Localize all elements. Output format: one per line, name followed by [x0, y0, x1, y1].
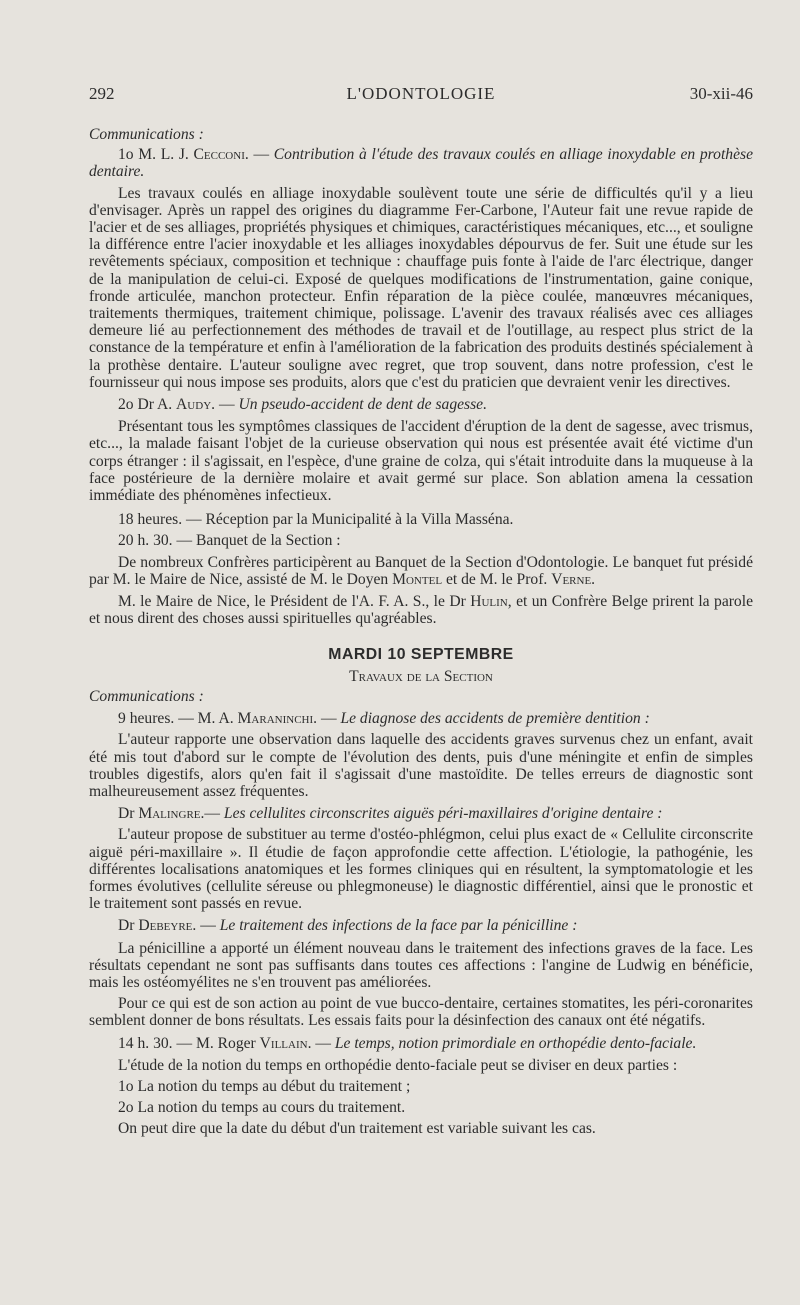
communication-title: Le traitement des infections de la face par la pénicilline : — [219, 917, 578, 935]
communication-title: Le temps, notion primordiale en orthopédie dento-faciale. — [334, 1034, 697, 1052]
paragraph: Pour ce qui est de son action au point de vue bucco-dentaire, certaines stomatites, les péri-coronarites semblent donner de bons résultats. Les essais faits pour la désinfection des canaux ont été négatifs. — [89, 995, 753, 1030]
author-name: Cecconi — [193, 146, 245, 164]
communications-label: Communications : — [89, 687, 204, 705]
article-body — [89, 126, 753, 1138]
journal-title: L'ODONTOLOGIE — [346, 84, 496, 103]
paragraph: De nombreux Confrères participèrent au Banquet de la Section d'Odontologie. Le banquet fut présidé par M. le Maire de Nice, assisté de M. le Doyen Montel et de M. le Prof. Verne. — [89, 553, 753, 588]
paragraph: Les travaux coulés en alliage inoxydable soulèvent toute une série de difficultés qu'il y a lieu d'envisager. Après un rappel des origines du diagramme Fer-Carbone, l'Auteur fait une revue rapide de l'acier et de ses alliages, propriétés physiques et chimiques, caractéristiques mécaniques, etc..., et souligne la différence entre l'acier inoxydable et les alliages inoxydables dépourvus de fer. Suit une étude sur les revêtements spéciaux, composition et technique : chauffage puis fonte à l'aide de l'arc électrique, danger de la manipulation de celui-ci. Exposé de quelques modifications de l'instrumentation, gaine conique, fronde articulée, manchon protecteur. Enfin réparation de la pièce coulée, manœuvres mécaniques, traitements thermiques, traitement chimique, polissage. L'avenir des travaux réalisés avec ces alliages demeure lié au perfectionnement des méthodes de travail et de l'outillage, au respect plus strict de la constance de la température et enfin à l'amélioration de la fabrication des produits destinés spécialement à la prothèse dentaire. L'auteur souligne avec regret, que trop souvent, dans notre profession, c'est le fournisseur qui nous impose ses produits, alors que c'est du praticien que devraient venir les directives. — [89, 184, 753, 391]
page-header — [89, 84, 753, 108]
list-item: 1o La notion du temps au début du traitement ; — [118, 1077, 411, 1095]
paragraph: La pénicilline a apporté un élément nouveau dans le traitement des infections graves de la face. Les résultats cependant ne sont pas suffisants dans toutes ces affections : l'angine de Ludwig en bénéficie, mais les ostéomyélites ne s'en trouvent pas améliorées. — [89, 939, 753, 991]
communication-heading: 1o M. L. J. Cecconi. — Contribution à l'étude des travaux coulés en alliage inoxydable en prothèse dentaire. — [89, 146, 753, 181]
paragraph: L'étude de la notion du temps en orthopédie dento-faciale peut se diviser en deux parties : — [118, 1056, 678, 1074]
author-name: Villain — [259, 1034, 308, 1052]
event-line: 18 heures. — Réception par la Municipalité à la Villa Masséna. — [118, 511, 514, 529]
paragraph: M. le Maire de Nice, le Président de l'A. F. A. S., le Dr Hulin, et un Confrère Belge prirent la parole et nous dirent des choses aussi spirituelles qu'agréables. — [89, 593, 753, 628]
communication-heading: Dr Malingre.— Les cellulites circonscrites aiguës péri-maxillaires d'origine dentaire : — [118, 805, 663, 823]
section-subtitle: Travaux de la Section — [349, 667, 493, 685]
communication-title: Le diagnose des accidents de première dentition : — [340, 710, 650, 728]
paragraph: L'auteur propose de substituer au terme d'ostéo-phlégmon, celui plus exact de « Cellulite circonscrite aiguë péri-maxillaire ». Il étudie de façon approfondie cette affection. L'étiologie, la pathogénie, les différentes localisations anatomiques et les formes cliniques qui en résultent, la symptomatologie et les formes évolutives (cellulite séreuse ou phlegmoneuse) le diagnostic différentiel, ainsi que le pronostic et le traitement sont passés en revue. — [89, 826, 753, 913]
event-line: 20 h. 30. — Banquet de la Section : — [118, 532, 341, 550]
author-name: Debeyre — [138, 917, 193, 935]
communications-label: Communications : — [89, 126, 204, 143]
communication-heading: Dr Debeyre. — Le traitement des infections de la face par la pénicilline : — [118, 917, 578, 935]
author-name: Malingre — [138, 805, 201, 823]
paragraph: Présentant tous les symptômes classiques de l'accident d'éruption de la dent de sagesse, avec trismus, etc..., la malade faisant l'objet de la curieuse observation qui nous est présentée avait été victime d'un corps étranger : il s'agissait, en l'espèce, d'une graine de colza, qui s'était introduite dans la muqueuse à la face postérieure de la dernière molaire et avait germé sur place. Son ablation amena la cessation immédiate des phénomènes infectieux. — [89, 418, 753, 505]
paragraph: On peut dire que la date du début d'un traitement est variable suivant les cas. — [118, 1120, 596, 1138]
communication-title: Un pseudo-accident de dent de sagesse. — [238, 396, 488, 414]
communication-heading: 2o Dr A. Audy. — Un pseudo-accident de dent de sagesse. — [118, 396, 488, 414]
paragraph: L'auteur rapporte une observation dans laquelle des accidents graves survenus chez un enfant, avait été mis tout d'abord sur le compte de l'évolution des dents, puis d'une méningite et enfin de simples troubles digestifs, alors qu'en fait il s'agissait d'une mastoïdite. De telles erreurs de diagnostic sont malheureusement assez fréquentes. — [89, 731, 753, 800]
author-name: Maraninchi — [237, 710, 314, 728]
issue-date: 30-xii-46 — [689, 84, 753, 103]
communication-title: Contribution à l'étude des travaux coulés en alliage inoxydable en prothèse dentaire. — [89, 146, 753, 181]
communication-heading: 9 heures. — M. A. Maraninchi. — Le diagnose des accidents de première dentition : — [118, 710, 650, 728]
communication-heading: 14 h. 30. — M. Roger Villain. — Le temps, notion primordiale en orthopédie dento-faciale. — [118, 1034, 697, 1052]
list-item: 2o La notion du temps au cours du traitement. — [118, 1099, 406, 1117]
page-number: 292 — [89, 84, 115, 103]
communication-title: Les cellulites circonscrites aiguës péri-maxillaires d'origine dentaire : — [223, 805, 663, 823]
day-title: MARDI 10 SEPTEMBRE — [328, 646, 514, 664]
author-name: Audy — [176, 396, 212, 414]
